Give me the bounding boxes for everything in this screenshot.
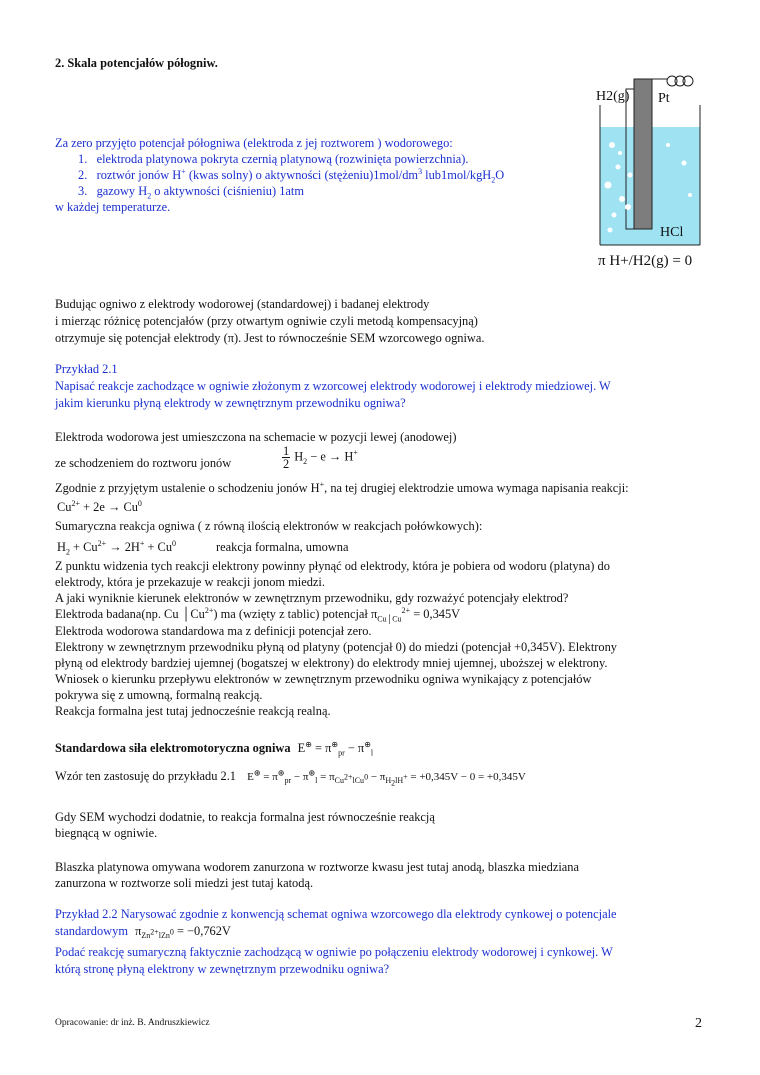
copper-reduction-equation: $Cu^{2+} + 2e \to Cu^0$ — [57, 498, 142, 514]
figure-caption: π H+/H2(g) = 0 — [598, 253, 693, 269]
gas-label: H2(g) — [596, 89, 630, 104]
example-2-1-task-line-2: jakim kierunku płyną elektrody w zewnętrznym przewodniku ogniwa? — [55, 396, 406, 410]
intro-lead: Za zero przyjęto potencjał półogniwa (elektroda z jej roztworem ) wodorowego: — [55, 136, 453, 150]
body-line-16: Reakcja formalna jest tutaj jednocześnie reakcją realną. — [55, 704, 331, 718]
example-2-2-line-3: Podać reakcję sumaryczną faktycznie zachodzącą w ogniwie po połączeniu elektrody wodorowej i cynkowej. W — [55, 945, 613, 959]
page-number: 2 — [695, 1016, 702, 1031]
intro-item-1: 1. elektroda platynowa pokryta czernią platynową (rozwinięta powierzchnia). — [78, 152, 469, 166]
footer-author: Opracowanie: dr inż. B. Andruszkiewicz — [55, 1018, 210, 1028]
formal-reaction-note: reakcja formalna, umowna — [216, 540, 349, 554]
body-line-13: płyną od elektrody bardziej ujemnej (bogatszej w elektrony) do elektrody mniej ujemnej, uboższej w elektrony. — [55, 656, 608, 670]
example-2-2-line-2: standardowym $\pi_{Zn^{2+}lZn^0} = -0,762V$ — [55, 924, 231, 941]
hydrogen-electrode-figure — [588, 75, 708, 275]
body-line-5: Sumaryczna reakcja ogniwa ( z równą ilością elektronów w reakcjach połówkowych): — [55, 519, 483, 533]
body-line-11: Elektroda wodorowa standardowa ma z definicji potencjał zero. — [55, 624, 372, 638]
body-line-7: Z punktu widzenia tych reakcji elektrony powinny płynąć od elektrody, która je pobiera od wodoru (platyna) do — [55, 559, 610, 573]
body-line-15: pokrywa się z umowną, formalną reakcją. — [55, 688, 263, 702]
intro-item-3: 3. gazowy $H_2$ o aktywności (ciśnieniu) 1atm — [78, 184, 304, 201]
body-line-8: elektrody, która je przekazuje w reakcji jonom miedzi. — [55, 575, 325, 589]
metal-label: Pt — [658, 91, 670, 106]
body-line-3: Zgodnie z przyjętym ustalenie o schodzeniu jonów H+, na tej drugiej elektrodzie umowa wymaga napisania reakcji: — [55, 479, 629, 495]
body-line-2: ze schodzeniem do roztworu jonów — [55, 456, 232, 470]
electrode-diagram — [588, 75, 708, 275]
acid-label: HCl — [660, 225, 684, 240]
para3-line-1: Blaszka platynowa omywana wodorem zanurzona w roztworze kwasu jest tutaj anodą, blaszka miedziana — [55, 860, 580, 874]
body-line-9: A jaki wyniknie kierunek elektronów w zewnętrznym przewodniku, gdy rozważyć potencjały elektrod? — [55, 591, 569, 605]
para1-line-2: i mierząc różnicę potencjałów (przy otwartym ogniwie czyli metodą kompensacyjną) — [55, 314, 478, 328]
body-line-14: Wniosek o kierunku przepływu elektronów w zewnętrznym przewodniku ogniwa wynikający z potencjałów — [55, 672, 592, 686]
sem-formula-line: Wzór ten zastosuję do przykładu 2.1 $E^\oplus = \pi^\oplus_{pr} - \pi^\oplus_l = \pi_{Cu^{2+}lCu^0} - \pi_{H_2lH^+} = +0,345V - 0 = +0,345V$ — [55, 768, 526, 788]
sem-heading-line: Standardowa siła elektromotoryczna ogniwa $E^\oplus = \pi^\oplus_{pr} - \pi^\oplus_l$ — [55, 739, 374, 758]
platinum-electrode — [634, 79, 652, 229]
para2-line-2: biegnącą w ogniwie. — [55, 826, 158, 840]
body-line-1: Elektroda wodorowa jest umieszczona na schemacie w pozycji lewej (anodowej) — [55, 430, 457, 444]
para1-line-1: Budując ogniwo z elektrody wodorowej (standardowej) i badanej elektrody — [55, 297, 430, 311]
intro-tail: w każdej temperaturze. — [55, 200, 171, 214]
example-2-2-line-4: którą stronę płyną elektrony w zewnętrznym przewodniku ogniwa? — [55, 962, 390, 976]
para2-line-1: Gdy SEM wychodzi dodatnie, to reakcja formalna jest równocześnie reakcją — [55, 810, 435, 824]
example-2-1-task-line-1: Napisać reakcje zachodzące w ogniwie złożonym z wzorcowej elektrody wodorowej i elektrody miedziowej. W — [55, 379, 611, 393]
hydrogen-oxidation-equation: $\frac{1}{2}$ $H_2 - e \to H^+$ — [283, 444, 358, 471]
overall-reaction-equation: $H_2 + Cu^{2+} \to 2H^+ + Cu^0$ — [57, 538, 177, 557]
section-heading: 2. Skala potencjałów półogniw. — [55, 56, 218, 70]
body-line-12: Elektrony w zewnętrznym przewodniku płyną od platyny (potencjał 0) do miedzi (potencjał +0,345V). Elektrony — [55, 640, 617, 654]
intro-item-2: 2. roztwór jonów H+ (kwas solny) o aktywności $(stężeniu)1mol/dm^3$ lub1mol/kgH$_2$O — [78, 166, 505, 185]
example-2-2-line-1: Przykład 2.2 Narysować zgodnie z konwencją schemat ogniwa wzorcowego dla elektrody cynkowej o potencjale — [55, 907, 617, 921]
example-2-1-title: Przykład 2.1 — [55, 362, 118, 376]
body-line-10: Elektroda badana(np. Cu $│Cu^{2+}$) ma (wzięty z tablic) potencjał $\pi_{Cu│Cu}^{2+} = 0,345V$ — [55, 605, 461, 624]
para1-line-3: otrzymuje się potencjał elektrody (π). Jest to równocześnie SEM wzorcowego ogniwa. — [55, 331, 485, 345]
para3-line-2: zanurzona w roztworze soli miedzi jest tutaj katodą. — [55, 876, 314, 890]
